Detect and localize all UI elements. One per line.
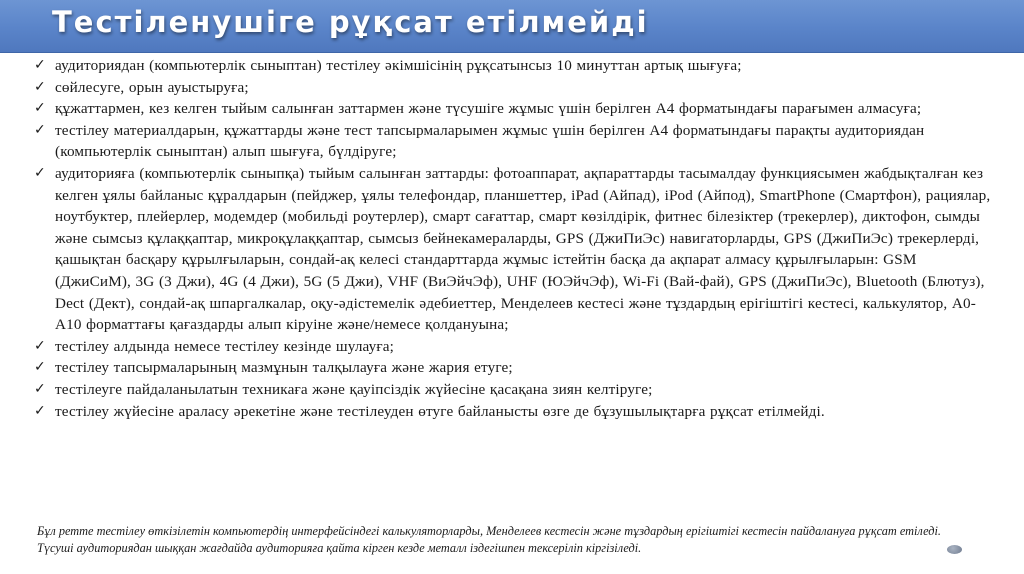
- list-item-text: тестілеу тапсырмаларының мазмұнын талқылауға және жария етуге;: [55, 359, 513, 377]
- list-item-text: тестілеу алдында немесе тестілеу кезінде шулауға;: [55, 337, 395, 355]
- list-item-text: құжаттармен, кез келген тыйым салынған заттармен және түсушіге жұмыс үшін берілген А4 форматындағы парағымен алмасуға;: [55, 100, 922, 118]
- list-item-text: тестілеу материалдарын, құжаттарды және тест тапсырмаларымен жұмыс үшін берілген А4 форматындағы парақты аудиториядан (компьютерлік сыныптан) алып шығуға, бүлдіруге;: [55, 121, 925, 161]
- list-item-text: тестілеу жүйесіне араласу әрекетіне және тестілеуден өтуге байланысты өзге де бұзушылықтарға рұқсат етілмейді.: [55, 402, 825, 420]
- list-item: [34, 379, 996, 401]
- check-icon: ✓: [34, 337, 46, 354]
- list-item: [34, 336, 996, 358]
- list-item: [34, 77, 996, 99]
- check-icon: ✓: [34, 121, 46, 138]
- slide-dot-icon: [947, 545, 962, 554]
- check-icon: ✓: [34, 359, 46, 376]
- footnote: Бұл ретте тестілеу өткізілетін компьютердің интерфейсіндегі калькуляторларды, Менделеев кестесін және тұздардың ерігіштігі кестесін пайдалануға рұқсат етіледі. Түсуші аудиториядан шыққан жағдайда аудиторияға қайта кірген кезде металл іздегішпен тексеріліп кіргізіледі.: [37, 524, 941, 555]
- check-icon: ✓: [34, 380, 46, 397]
- list-item-text: аудиторияға (компьютерлік сыныпқа) тыйым салынған заттарды: фотоаппарат, ақпараттарды тасымалдау функциясымен жабдықталған кез келген ұялы байланыс құралдарын (пейджер, ұялы телефондар, планшеттер, iPad (Айпад), iPod (Айпод), SmartPhone (Смартфон), рациялар, ноутбуктер, плейерлер, модемдер (мобильді роутерлер), смарт сағаттар, смарт көзілдірік, фитнес білезіктер (трекерлер), диктофон, сымды және сымсыз құлаққаптар, микроқұлаққаптар, сымсыз бейнекамераларды, GPS (ДжиПиЭс) навигаторларды, GPS (ДжиПиЭс) трекерлерді, қашықтан басқару құрылғыларын, сондай-ақ келесі стандарттарда жұмыс істейтін басқа да ақпарат алмасу құрылғыларын: GSM (ДжиСиМ), 3G (3 Джи), 4G (4 Джи), 5G (5 Джи), VHF (ВиЭйчЭф), UHF (ЮЭйчЭф), Wi-Fi (Вай-фай), GPS (ДжиПиЭс), Bluetooth (Блютуз), Dect (Дект), сондай-ақ шпаргалкалар, оқу-әдістемелік әдебиеттер, Менделеев кестесі және тұздардың ерігіштігі кестесі, калькулятор, А0-А10 форматтағы қағаздарды алып кіруіне және/немесе қолдануына;: [55, 164, 991, 334]
- check-icon: ✓: [34, 402, 46, 419]
- check-icon: ✓: [34, 78, 46, 95]
- list-item-text: сөйлесуге, орын ауыстыруға;: [55, 78, 249, 96]
- title-bar: [0, 0, 1024, 53]
- list-item: [34, 98, 996, 120]
- check-icon: ✓: [34, 164, 46, 181]
- check-icon: ✓: [34, 100, 46, 117]
- list-item: [34, 401, 996, 423]
- list-item: [34, 55, 996, 77]
- list-item-text: аудиториядан (компьютерлік сыныптан) тестілеу әкімшісінің рұқсатынсыз 10 минуттан артық шығуға;: [55, 57, 742, 74]
- slide-title: Тестіленушіге рұқсат етілмейді: [52, 5, 649, 39]
- list-item: [34, 163, 996, 336]
- check-icon: ✓: [34, 57, 46, 73]
- list-item: [34, 120, 996, 163]
- rules-list: [34, 55, 996, 422]
- list-item: [34, 357, 996, 379]
- list-item-text: тестілеуге пайдаланылатын техникаға және қауіпсіздік жүйесіне қасақана зиян келтіруге;: [55, 380, 653, 398]
